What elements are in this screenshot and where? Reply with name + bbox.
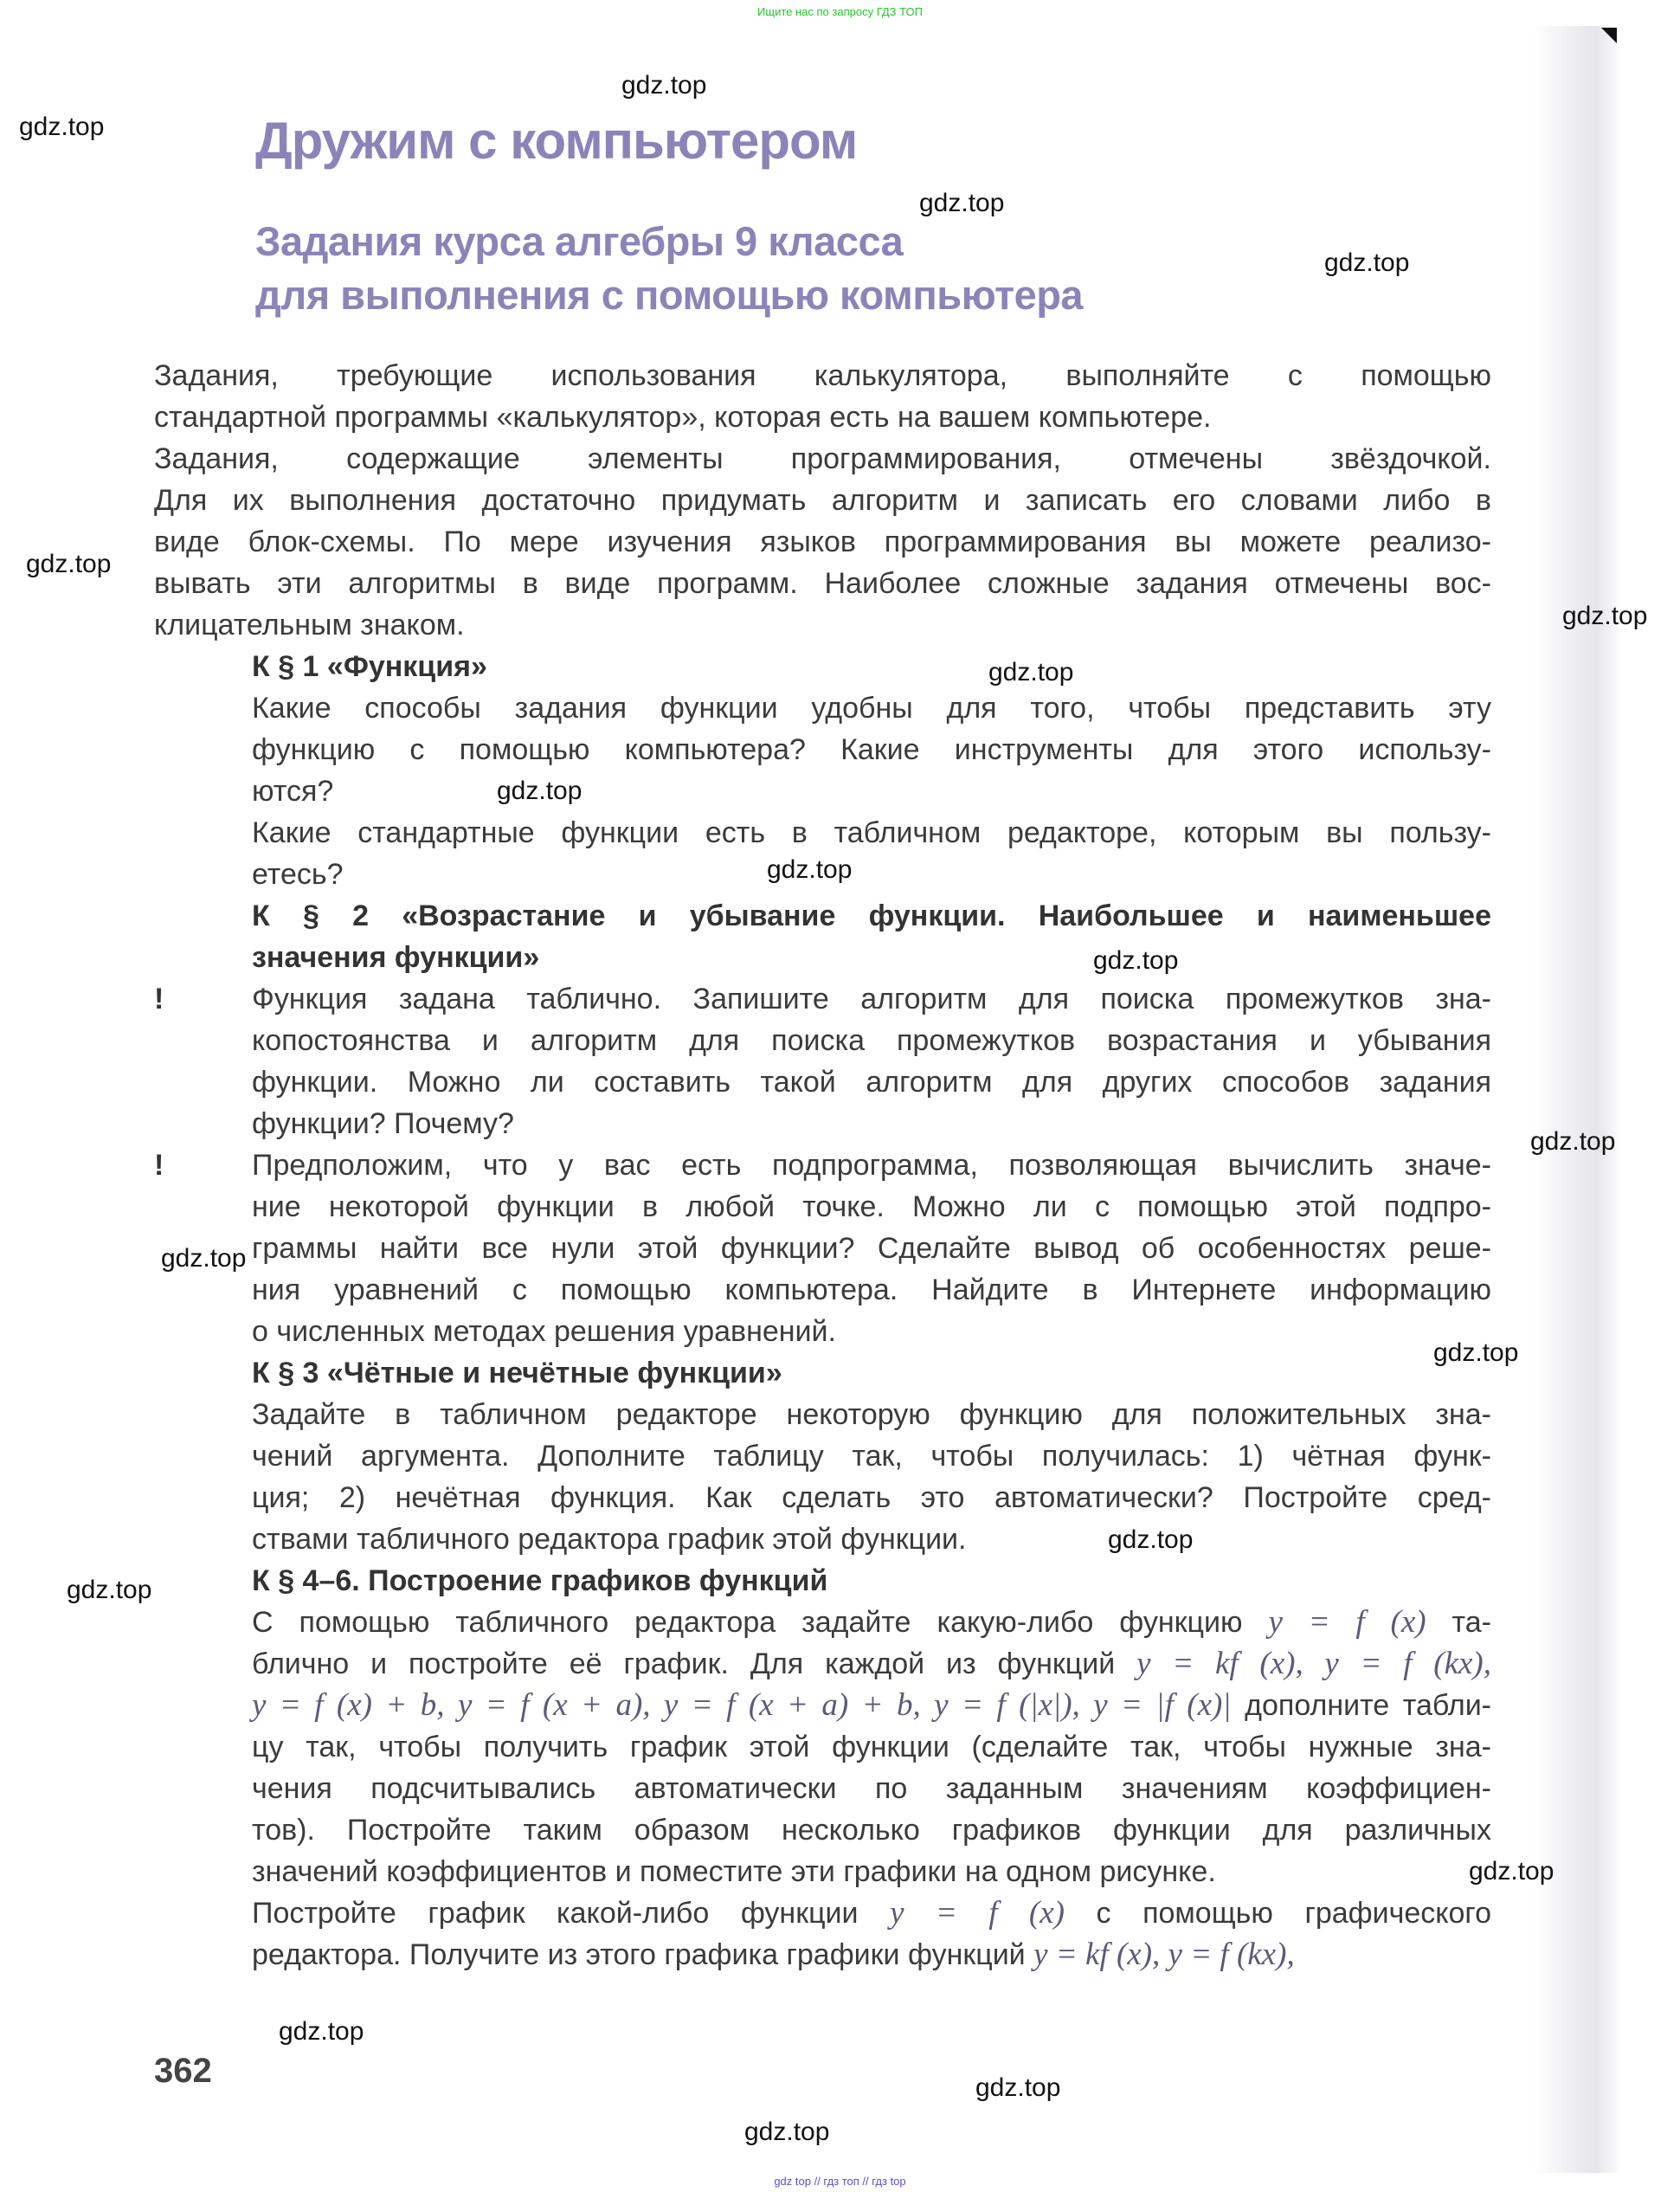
page-number: 362 xyxy=(154,2052,212,2090)
section-heading xyxy=(252,646,1491,687)
paragraph xyxy=(154,355,1491,438)
text-line xyxy=(154,563,1491,604)
text: Для их выполнения достаточно придумать алгоритм и записать его словами либо в xyxy=(154,484,1491,517)
text-line xyxy=(252,937,1491,978)
text: дополните табли- xyxy=(1231,1689,1492,1722)
watermark: gdz.top xyxy=(621,71,707,100)
section-heading xyxy=(252,895,1491,978)
text: стандартной программы «калькулятор», которая есть на вашем компьютере. xyxy=(154,401,1212,434)
text-line xyxy=(252,1602,1491,1643)
text: значения функции» xyxy=(252,941,540,974)
text: ния уравнений с помощью компьютера. Найдите в Интернете информацию xyxy=(252,1273,1491,1306)
math-formula: y = f (x) xyxy=(890,1895,1065,1931)
text: Задания, содержащие элементы программирования, отмечены звёздочкой. xyxy=(154,442,1491,475)
text: блично и постройте её график. Для каждой из функций xyxy=(252,1647,1137,1680)
watermark: gdz.top xyxy=(497,777,583,805)
math-formula: y = f (x) xyxy=(1268,1604,1426,1640)
text-line xyxy=(252,1643,1491,1685)
math-formula: y = f (x) + b, y = f (x + a), y = f (x + a) + b, y = f (|x|), y = |f (x)| xyxy=(252,1687,1232,1723)
bottom-banner-text: gdz top // гдз топ // гдз top xyxy=(774,2175,906,2188)
subtitle-line: Задания курса алгебры 9 класса xyxy=(255,218,904,264)
text: функции. Можно ли составить такой алгоритм для других способов задания xyxy=(252,1066,1491,1099)
text: ние некоторой функции в любой точке. Можно ли с помощью этой подпро- xyxy=(252,1190,1491,1223)
text-line xyxy=(252,1892,1491,1934)
paragraph xyxy=(252,1602,1491,1892)
watermark: gdz.top xyxy=(19,113,105,141)
text-line xyxy=(252,1809,1491,1851)
paragraph xyxy=(154,978,1491,1144)
watermark: gdz.top xyxy=(988,658,1074,687)
text: с помощью графического xyxy=(1064,1897,1491,1930)
text: граммы найти все нули этой функции? Сделайте вывод об особенностях реше- xyxy=(252,1232,1491,1265)
watermark: gdz.top xyxy=(1562,602,1648,630)
watermark: gdz.top xyxy=(919,189,1005,217)
watermark: gdz.top xyxy=(26,550,112,578)
text-line xyxy=(252,1934,1491,1976)
text-line xyxy=(252,687,1491,729)
text-line xyxy=(252,854,1491,895)
watermark: gdz.top xyxy=(1469,1857,1554,1886)
watermark: gdz.top xyxy=(161,1244,247,1273)
text-line xyxy=(252,1685,1491,1726)
watermark: gdz.top xyxy=(1433,1338,1519,1367)
text: значений коэффициентов и поместите эти графики на одном рисунке. xyxy=(252,1855,1216,1888)
text: С помощью табличного редактора задайте какую-либо функцию xyxy=(252,1606,1269,1639)
text: виде блок-схемы. По мере изучения языков программирования вы можете реализо- xyxy=(154,525,1491,558)
text-line xyxy=(252,1851,1491,1892)
text: етесь? xyxy=(252,858,344,891)
text: о численных методах решения уравнений. xyxy=(252,1315,836,1348)
watermark: gdz.top xyxy=(975,2073,1061,2102)
body-text xyxy=(154,355,1491,1976)
text-line xyxy=(252,1186,1491,1228)
text: К § 2 «Возрастание и убывание функции. Наибольшее и наименьшее xyxy=(252,899,1491,932)
text-line xyxy=(252,1560,1491,1602)
page-edge-shadow xyxy=(1532,26,1619,2173)
text: К § 4–6. Построение графиков функций xyxy=(252,1564,828,1597)
section-heading xyxy=(252,1560,1491,1602)
text: вывать эти алгоритмы в виде программ. Наиболее сложные задания отмечены вос- xyxy=(154,567,1491,600)
text-line xyxy=(154,604,1491,646)
text: редактора. Получите из этого графика графики функций xyxy=(252,1938,1034,1971)
text: Задания, требующие использования калькулятора, выполняйте с помощью xyxy=(154,359,1491,392)
text-line xyxy=(252,1269,1491,1311)
text: Предположим, что у вас есть подпрограмма, позволяющая вычислить значе- xyxy=(252,1149,1491,1182)
text: Постройте график какой-либо функции xyxy=(252,1897,891,1930)
watermark: gdz.top xyxy=(1108,1525,1194,1554)
text-line xyxy=(154,978,1491,1020)
subtitle-line: для выполнения с помощью компьютера xyxy=(255,272,1084,318)
text-line xyxy=(154,355,1491,396)
text: копостоянства и алгоритм для поиска промежутков возрастания и убывания xyxy=(252,1024,1491,1057)
section-title: Дружим с компьютером xyxy=(255,112,858,170)
difficulty-mark-icon: ! xyxy=(154,983,164,1015)
text-line xyxy=(154,521,1491,563)
text: Какие способы задания функции удобны для того, чтобы представить эту xyxy=(252,692,1491,725)
text-line xyxy=(252,729,1491,770)
watermark: gdz.top xyxy=(1324,248,1410,277)
text: клицательным знаком. xyxy=(154,609,465,641)
text-line xyxy=(252,1477,1491,1518)
text-line xyxy=(252,1020,1491,1061)
text-line xyxy=(154,480,1491,521)
text: тов). Постройте таким образом несколько графиков функции для различных xyxy=(252,1814,1491,1847)
paragraph xyxy=(252,812,1491,895)
watermark: gdz.top xyxy=(1093,946,1179,975)
text: Какие стандартные функции есть в табличном редакторе, которым вы пользу- xyxy=(252,816,1491,849)
paragraph xyxy=(252,1394,1491,1560)
text-line xyxy=(154,1144,1491,1186)
text-line xyxy=(252,812,1491,854)
top-banner-text: Ищите нас по запросу ГДЗ ТОП xyxy=(757,5,923,18)
math-formula: y = kf (x), y = f (kx), xyxy=(1033,1937,1295,1972)
section-subtitle xyxy=(255,215,1083,322)
text: ция; 2) нечётная функция. Как сделать это автоматически? Постройте сред- xyxy=(252,1481,1491,1514)
watermark: gdz.top xyxy=(1530,1127,1616,1156)
watermark: gdz.top xyxy=(744,2118,830,2146)
text-line xyxy=(154,396,1491,438)
text-line xyxy=(252,770,1491,812)
text-line xyxy=(252,1228,1491,1269)
text: ствами табличного редактора график этой функции. xyxy=(252,1523,967,1556)
text: Задайте в табличном редакторе некоторую функцию для положительных зна- xyxy=(252,1398,1491,1431)
math-formula: y = kf (x), y = f (kx), xyxy=(1136,1646,1491,1681)
text: чения подсчитывались автоматически по заданным значениям коэффициен- xyxy=(252,1772,1491,1805)
text-line xyxy=(252,1311,1491,1352)
text-line xyxy=(252,646,1491,687)
paragraph xyxy=(252,1892,1491,1976)
text-line xyxy=(252,1768,1491,1809)
text-line xyxy=(252,1103,1491,1144)
difficulty-mark-icon: ! xyxy=(154,1149,164,1182)
text-line xyxy=(252,1518,1491,1560)
paragraph xyxy=(154,438,1491,646)
text: функцию с помощью компьютера? Какие инструменты для этого использу- xyxy=(252,733,1491,766)
text-line xyxy=(252,1061,1491,1103)
text-line xyxy=(252,1394,1491,1435)
text: чений аргумента. Дополните таблицу так, чтобы получилась: 1) чётная функ- xyxy=(252,1440,1491,1473)
text-line xyxy=(252,1726,1491,1768)
text-line xyxy=(252,895,1491,937)
watermark: gdz.top xyxy=(767,855,853,884)
text: К § 1 «Функция» xyxy=(252,650,487,683)
text: цу так, чтобы получить график этой функции (сделайте так, чтобы нужные зна- xyxy=(252,1731,1491,1763)
text: Функция задана таблично. Запишите алгоритм для поиска промежутков зна- xyxy=(252,983,1491,1015)
watermark: gdz.top xyxy=(279,2017,364,2046)
text-line xyxy=(252,1352,1491,1394)
text: ются? xyxy=(252,775,334,808)
watermark: gdz.top xyxy=(67,1576,152,1604)
text-line xyxy=(252,1435,1491,1477)
text: К § 3 «Чётные и нечётные функции» xyxy=(252,1357,782,1389)
text: та- xyxy=(1426,1606,1491,1639)
text-line xyxy=(154,438,1491,480)
paragraph xyxy=(252,687,1491,812)
section-heading xyxy=(252,1352,1491,1394)
text: функции? Почему? xyxy=(252,1107,514,1140)
